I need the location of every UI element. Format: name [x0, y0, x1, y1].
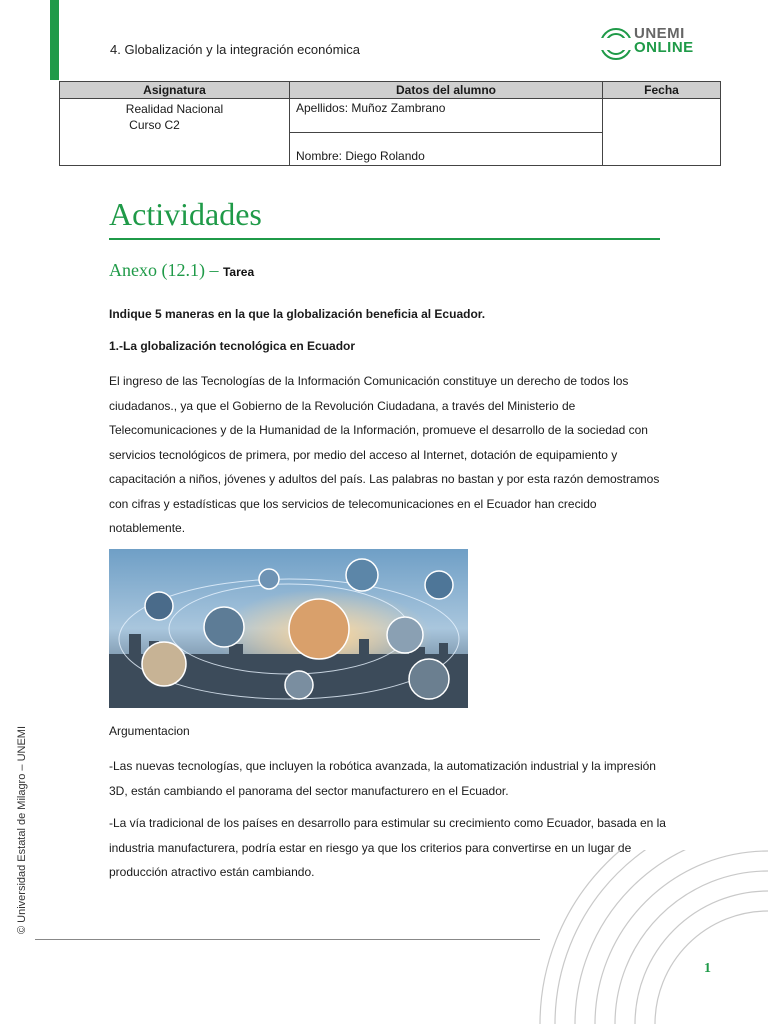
side-copyright: © Universidad Estatal de Milagro – UNEMI — [16, 725, 28, 934]
question-text: Indique 5 maneras en la que la globalización beneficia al Ecuador. — [109, 307, 486, 321]
decorative-arcs — [530, 850, 768, 1024]
surname-cell: Apellidos: Muñoz Zambrano — [290, 99, 603, 133]
argument-1: -Las nuevas tecnologías, que incluyen la robótica avanzada, la automatización industrial y la impresión 3D, están cambiando el panorama del sector manufacturero en el Ecuador. — [109, 759, 656, 798]
date-cell — [603, 99, 721, 166]
argument-2: -La vía tradicional de los países en desarrollo para estimular su crecimiento como Ecuador, basada en la industria manufacturera, podría estar en riesgo ya que los criterios para convertirse en un lugar de producción atractivo están cambiando. — [109, 816, 666, 879]
header-accent-bar — [50, 0, 59, 80]
logo-line-2: ONLINE — [634, 39, 694, 56]
section-title: Actividades — [109, 196, 262, 232]
page-number: 1 — [704, 961, 711, 976]
name-cell: Nombre: Diego Rolando — [290, 132, 603, 166]
technology-city-photo — [109, 549, 468, 708]
subject-cell — [60, 99, 290, 166]
header-date: Fecha — [603, 82, 721, 99]
argument-title: Argumentacion — [109, 724, 190, 738]
unemi-logo-text — [634, 27, 694, 55]
annex-heading — [109, 260, 254, 281]
subject-course: Curso C2 — [129, 118, 180, 132]
annex-dash: – — [204, 260, 223, 280]
section-rule — [109, 238, 660, 240]
annex-label: Anexo (12.1) — [109, 260, 205, 280]
annex-task: Tarea — [222, 265, 255, 279]
subtitle-text: 1.-La globalización tecnológica en Ecuador — [109, 339, 356, 353]
header-student-data: Datos del alumno — [290, 82, 603, 99]
footer-rule — [35, 939, 540, 940]
logo-line-1: UNEMI — [634, 25, 685, 42]
body-paragraph: El ingreso de las Tecnologías de la Información Comunicación constituye un derecho de todos los ciudadanos., ya que el Gobierno de la Revolución Ciudadana, a través del Ministerio de Telecomunicaciones y de la Humanidad de la Información, promueve el desarrollo de la sociedad con servicios tecnológicos de primera, por medio del acceso al Internet, dotación de equipamiento y capacitación a niños, jóvenes y adultos del país. Las palabras no bastan y por esta razón demostramos con cifras y estadísticas que los servicios de telecomunicaciones en el Ecuador han crecido notablemente. — [109, 374, 660, 535]
document-header-title: 4. Globalización y la integración económica — [110, 42, 361, 57]
header-subject: Asignatura — [60, 82, 290, 99]
student-info-table — [59, 81, 721, 166]
subject-name: Realidad Nacional — [125, 102, 224, 116]
